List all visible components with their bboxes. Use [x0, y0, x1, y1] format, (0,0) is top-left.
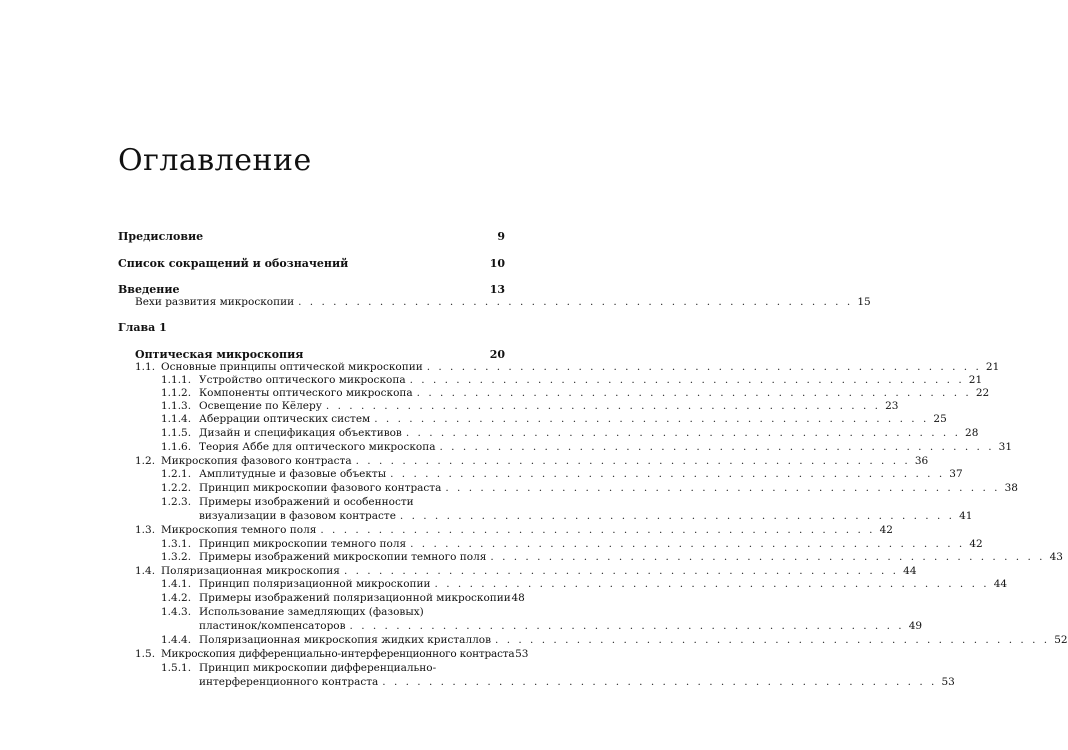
toc-entry-1-3-2[interactable]: 1.3.2. Примеры изображений микроскопии темного поля . . . . . . . . . . . . . . . . . . . . . . . . . . . . . . . . . . . . . . . . . . . . . . . . 43	[161, 551, 1063, 563]
toc-entry-1-2-3-continued[interactable]: визуализации в фазовом контрасте . . . . . . . . . . . . . . . . . . . . . . . . . . . . . . . . . . . . . . . . . . . . . . . . 41	[199, 510, 973, 522]
toc-entry-1-1-3[interactable]: 1.1.3. Освещение по Кёлеру . . . . . . . . . . . . . . . . . . . . . . . . . . . . . . . . . . . . . . . . . . . . . . . . 23	[161, 400, 899, 412]
toc-entry-1-1-4[interactable]: 1.1.4. Аберрации оптических систем . . . . . . . . . . . . . . . . . . . . . . . . . . . . . . . . . . . . . . . . . . . . . . . . 25	[161, 413, 947, 425]
leader-dots: . . . . . . . . . . . . . . . . . . . . . . . . . . . . . . . . . . . . . . . . . . . . . . . .	[410, 538, 965, 550]
toc-entry-1-4-2[interactable]: 1.4.2. Примеры изображений поляризационной микроскопии 48	[161, 592, 525, 604]
toc-entry-abbreviations[interactable]: Список сокращений и обозначений 10	[118, 257, 505, 270]
toc-entry-1-3[interactable]: 1.3. Микроскопия темного поля . . . . . . . . . . . . . . . . . . . . . . . . . . . . . . . . . . . . . . . . . . . . . . . . 42	[135, 524, 893, 536]
toc-entry-preface[interactable]: Предисловие 9	[118, 230, 505, 243]
leader-dots: . . . . . . . . . . . . . . . . . . . . . . . . . . . . . . . . . . . . . . . . . . . . . . . .	[416, 387, 972, 399]
leader-dots: . . . . . . . . . . . . . . . . . . . . . . . . . . . . . . . . . . . . . . . . . . . . . . . .	[343, 565, 899, 577]
toc-entry-1-1-6[interactable]: 1.1.6. Теория Аббе для оптического микроскопа . . . . . . . . . . . . . . . . . . . . . . . . . . . . . . . . . . . . . . . . . . . . . . . . 31	[161, 441, 1013, 453]
toc-entry-1-1-2[interactable]: 1.1.2. Компоненты оптического микроскопа . . . . . . . . . . . . . . . . . . . . . . . . . . . . . . . . . . . . . . . . . . . . . . . . 22	[161, 387, 990, 399]
leader-dots: . . . . . . . . . . . . . . . . . . . . . . . . . . . . . . . . . . . . . . . . . . . . . . . .	[349, 620, 905, 632]
toc-entry-1-4-1[interactable]: 1.4.1. Принцип поляризационной микроскопии . . . . . . . . . . . . . . . . . . . . . . . . . . . . . . . . . . . . . . . . . . . . . . . . 44	[161, 578, 1008, 590]
toc-entry-1-1-5[interactable]: 1.1.5. Дизайн и спецификация объективов . . . . . . . . . . . . . . . . . . . . . . . . . . . . . . . . . . . . . . . . . . . . . . . . 28	[161, 427, 979, 439]
leader-dots: . . . . . . . . . . . . . . . . . . . . . . . . . . . . . . . . . . . . . . . . . . . . . . . .	[355, 455, 911, 467]
leader-dots: . . . . . . . . . . . . . . . . . . . . . . . . . . . . . . . . . . . . . . . . . . . . . . . .	[490, 551, 1045, 563]
toc-entry-1-1-1[interactable]: 1.1.1. Устройство оптического микроскопа . . . . . . . . . . . . . . . . . . . . . . . . . . . . . . . . . . . . . . . . . . . . . . . . 21	[161, 374, 983, 386]
leader-dots: . . . . . . . . . . . . . . . . . . . . . . . . . . . . . . . . . . . . . . . . . . . . . . . .	[382, 676, 937, 688]
toc-entry-chapter-1[interactable]: Глава 1	[118, 321, 167, 334]
toc-entry-1-5-1-continued[interactable]: интерференционного контраста . . . . . . . . . . . . . . . . . . . . . . . . . . . . . . . . . . . . . . . . . . . . . . . . 53	[199, 676, 955, 688]
leader-dots: . . . . . . . . . . . . . . . . . . . . . . . . . . . . . . . . . . . . . . . . . . . . . . . .	[320, 524, 875, 536]
toc-entry-introduction[interactable]: Введение 13	[118, 283, 505, 296]
leader-dots: . . . . . . . . . . . . . . . . . . . . . . . . . . . . . . . . . . . . . . . . . . . . . . . .	[439, 441, 995, 453]
page-title: Оглавление	[118, 143, 312, 178]
toc-entry-1-4-4[interactable]: 1.4.4. Поляризационная микроскопия жидких кристаллов . . . . . . . . . . . . . . . . . . . . . . . . . . . . . . . . . . . . . . . . . . . . . . . . 52	[161, 634, 1068, 646]
leader-dots: . . . . . . . . . . . . . . . . . . . . . . . . . . . . . . . . . . . . . . . . . . . . . . . .	[405, 427, 961, 439]
toc-entry-1-1[interactable]: 1.1. Основные принципы оптической микроскопии . . . . . . . . . . . . . . . . . . . . . . . . . . . . . . . . . . . . . . . . . . . . . . . . 21	[135, 361, 1000, 373]
toc-entry-1-4[interactable]: 1.4. Поляризационная микроскопия . . . . . . . . . . . . . . . . . . . . . . . . . . . . . . . . . . . . . . . . . . . . . . . . 44	[135, 565, 917, 577]
toc-entry-milestones[interactable]: Вехи развития микроскопии . . . . . . . . . . . . . . . . . . . . . . . . . . . . . . . . . . . . . . . . . . . . . . . . 15	[135, 296, 871, 308]
toc-entry-1-5[interactable]: 1.5. Микроскопия дифференциально-интерференционного контраста 53	[135, 648, 529, 660]
leader-dots: . . . . . . . . . . . . . . . . . . . . . . . . . . . . . . . . . . . . . . . . . . . . . . . .	[426, 361, 982, 373]
toc-entry-optical-microscopy[interactable]: Оптическая микроскопия 20	[135, 348, 505, 361]
toc-entry-1-4-3-continued[interactable]: пластинок/компенсаторов . . . . . . . . . . . . . . . . . . . . . . . . . . . . . . . . . . . . . . . . . . . . . . . . 49	[199, 620, 923, 632]
leader-dots: . . . . . . . . . . . . . . . . . . . . . . . . . . . . . . . . . . . . . . . . . . . . . . . .	[390, 468, 945, 480]
toc-entry-1-2-1[interactable]: 1.2.1. Амплитудные и фазовые объекты . . . . . . . . . . . . . . . . . . . . . . . . . . . . . . . . . . . . . . . . . . . . . . . . 37	[161, 468, 963, 480]
toc-entry-1-2[interactable]: 1.2. Микроскопия фазового контраста . . . . . . . . . . . . . . . . . . . . . . . . . . . . . . . . . . . . . . . . . . . . . . . . 36	[135, 455, 929, 467]
toc-entry-1-2-2[interactable]: 1.2.2. Принцип микроскопии фазового контраста . . . . . . . . . . . . . . . . . . . . . . . . . . . . . . . . . . . . . . . . . . . . . . . . 38	[161, 482, 1018, 494]
leader-dots: . . . . . . . . . . . . . . . . . . . . . . . . . . . . . . . . . . . . . . . . . . . . . . . .	[399, 510, 955, 522]
leader-dots: . . . . . . . . . . . . . . . . . . . . . . . . . . . . . . . . . . . . . . . . . . . . . . . .	[495, 634, 1050, 646]
leader-dots: . . . . . . . . . . . . . . . . . . . . . . . . . . . . . . . . . . . . . . . . . . . . . . . .	[325, 400, 881, 412]
leader-dots: . . . . . . . . . . . . . . . . . . . . . . . . . . . . . . . . . . . . . . . . . . . . . . . .	[445, 482, 1000, 494]
toc-entry-1-5-1[interactable]: 1.5.1. Принцип микроскопии дифференциально-	[161, 662, 437, 674]
toc-entry-1-2-3[interactable]: 1.2.3. Примеры изображений и особенности	[161, 496, 414, 508]
leader-dots: . . . . . . . . . . . . . . . . . . . . . . . . . . . . . . . . . . . . . . . . . . . . . . . .	[409, 374, 965, 386]
leader-dots: . . . . . . . . . . . . . . . . . . . . . . . . . . . . . . . . . . . . . . . . . . . . . . . .	[374, 413, 929, 425]
toc-entry-1-3-1[interactable]: 1.3.1. Принцип микроскопии темного поля . . . . . . . . . . . . . . . . . . . . . . . . . . . . . . . . . . . . . . . . . . . . . . . . 42	[161, 538, 983, 550]
toc-entry-1-4-3[interactable]: 1.4.3. Использование замедляющих (фазовых)	[161, 606, 424, 618]
leader-dots: . . . . . . . . . . . . . . . . . . . . . . . . . . . . . . . . . . . . . . . . . . . . . . . .	[298, 296, 853, 308]
leader-dots: . . . . . . . . . . . . . . . . . . . . . . . . . . . . . . . . . . . . . . . . . . . . . . . .	[434, 578, 990, 590]
